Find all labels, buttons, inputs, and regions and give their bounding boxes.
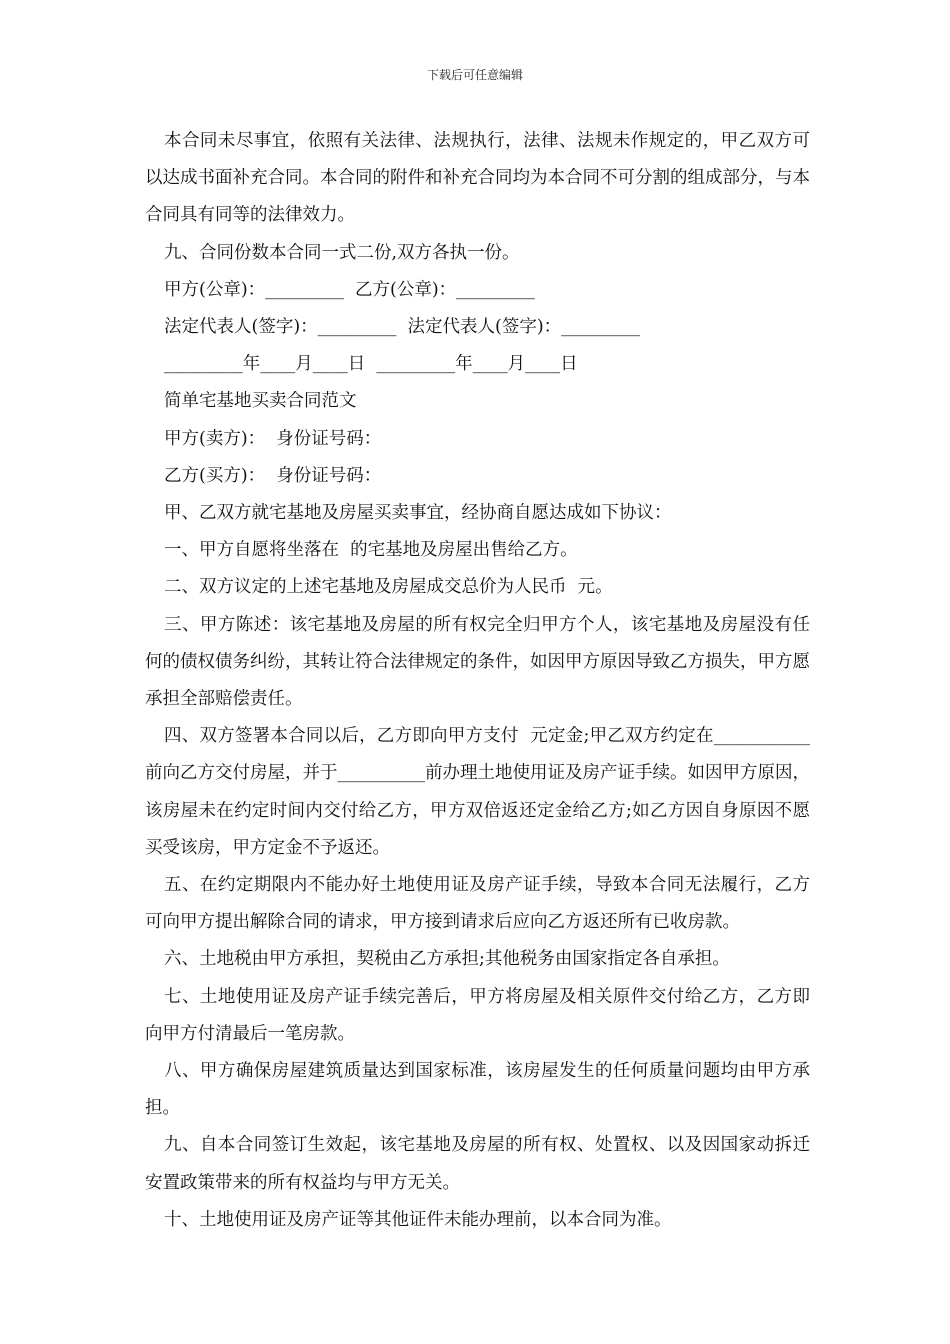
- contract-title: 简单宅基地买卖合同范文: [164, 391, 357, 412]
- paragraph-supplementary-terms: 本合同未尽事宜，依照有关法律、法规执行，法律、法规未作规定的，甲乙双方可以达成书面补充合同。本合同的附件和补充合同均为本合同不可分割的组成部分，与本合同具有同等的法律效力。: [145, 131, 810, 226]
- contract-body: [145, 123, 810, 1239]
- party-a-line: 甲方(卖方)： 身份证号码：: [164, 428, 382, 449]
- page-header: 下载后可任意编辑: [426, 68, 523, 82]
- clause-2: 二、双方议定的上述宅基地及房屋成交总价为人民币 元。: [164, 577, 613, 598]
- paragraph-preamble: 甲、乙双方就宅基地及房屋买卖事宜，经协商自愿达成如下协议：: [164, 503, 672, 524]
- signature-seal-line: 甲方(公章)：_________ 乙方(公章)：_________: [164, 279, 535, 300]
- clause-8: 八、甲方确保房屋建筑质量达到国家标准，该房屋发生的任何质量问题均由甲方承担。: [145, 1061, 810, 1119]
- clause-10: 十、土地使用证及房产证等其他证件未能办理前，以本合同为准。: [164, 1209, 672, 1230]
- clause-5: 五、在约定期限内不能办好土地使用证及房产证手续，导致本合同无法履行，乙方可向甲方提出解除合同的请求，甲方接到请求后应向乙方返还所有已收房款。: [145, 875, 810, 933]
- party-b-line: 乙方(买方)： 身份证号码：: [164, 465, 382, 486]
- clause-6: 六、土地税由甲方承担，契税由乙方承担;其他税务由国家指定各自承担。: [164, 949, 730, 970]
- clause-1: 一、甲方自愿将坐落在 的宅基地及房屋出售给乙方。: [164, 540, 578, 561]
- signature-date-line: _________年____月____日 _________年____月____日: [164, 354, 578, 375]
- clause-3: 三、甲方陈述：该宅基地及房屋的所有权完全归甲方个人，该宅基地及房屋没有任何的债权债务纠纷，其转让符合法律规定的条件，如因甲方原因导致乙方损失，甲方愿承担全部赔偿责任。: [145, 614, 810, 710]
- clause-9: 九、自本合同签订生效起，该宅基地及房屋的所有权、处置权、以及因国家动拆迁安置政策带来的所有权益均与甲方无关。: [145, 1135, 810, 1193]
- clause-4: 四、双方签署本合同以后，乙方即向甲方支付 元定金;甲乙双方约定在___________前向乙方交付房屋，并于__________前办理土地使用证及房产证手续。如因甲方原因，该房屋未在约定时间内交付给乙方，甲方双倍返还定金给乙方;如乙方因自身原因不愿买受该房，甲方定金不予返还。: [145, 726, 810, 858]
- paragraph-copies: 九、合同份数本合同一式二份,双方各执一份。: [164, 242, 520, 263]
- signature-representative-line: 法定代表人(签字)：_________ 法定代表人(签字)：_________: [164, 317, 640, 338]
- clause-7: 七、土地使用证及房产证手续完善后，甲方将房屋及相关原件交付给乙方，乙方即向甲方付清最后一笔房款。: [145, 986, 810, 1044]
